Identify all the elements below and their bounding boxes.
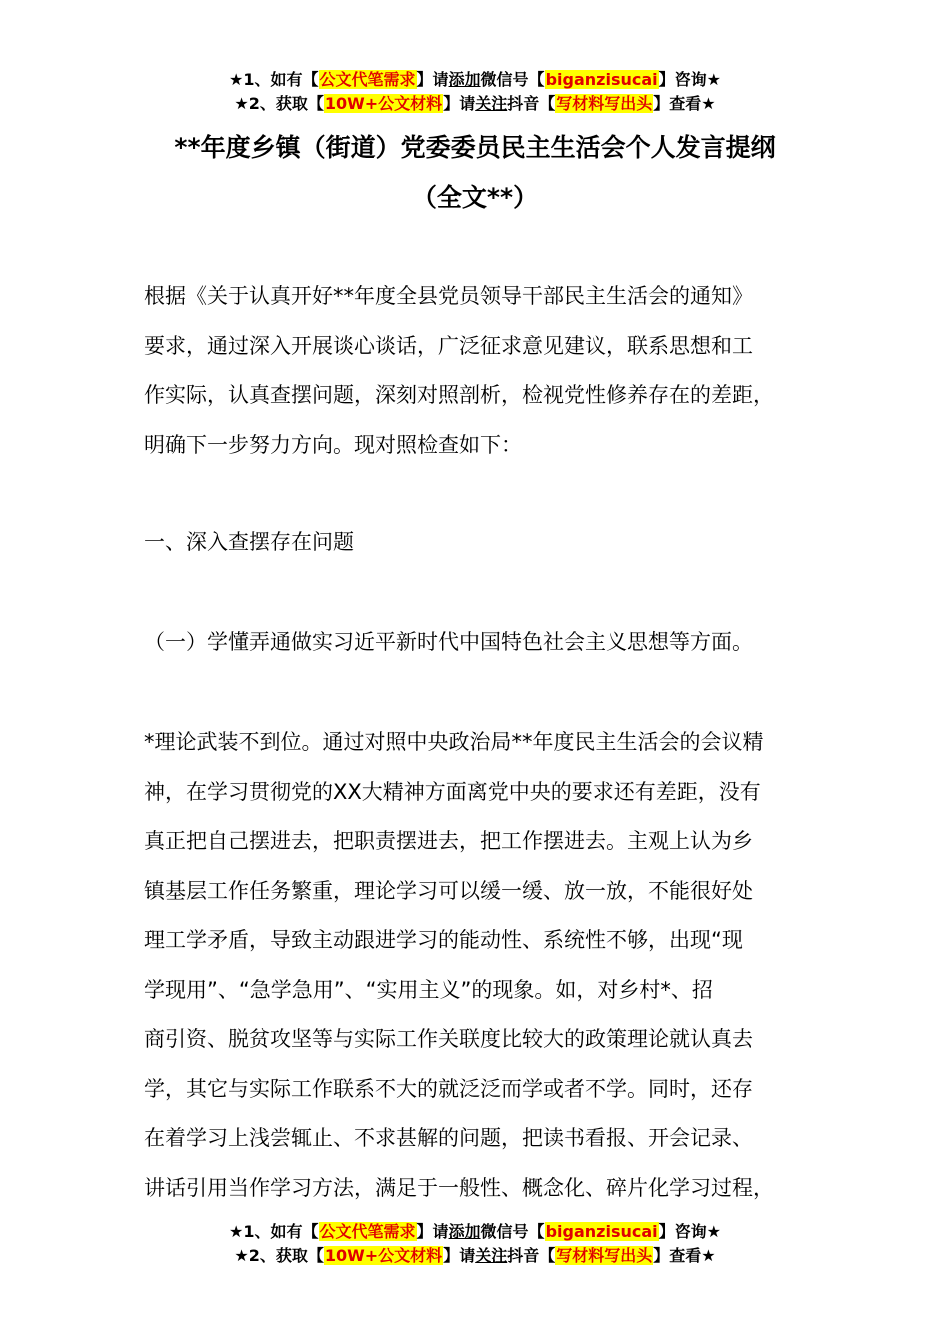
promo-underline: 添加: [448, 70, 481, 89]
text-line: 要求，通过深入开展谈心谈话，广泛征求意见建议，联系思想和工: [144, 333, 753, 358]
promo-underline: 添加: [448, 1222, 481, 1241]
promo-underline: 关注: [475, 94, 508, 113]
document-title: **年度乡镇（街道）党委委员民主生活会个人发言提纲: [174, 133, 776, 162]
promo-highlight: 10W+公文材料: [324, 1246, 443, 1265]
document-title-continued: （全文**）: [411, 183, 539, 212]
promo-highlight: biganzisucai: [545, 70, 658, 89]
section-heading: [144, 518, 834, 568]
promo-text: ★1、如有【: [229, 70, 319, 89]
text-line: 在着学习上浅尝辄止、不求甚解的问题，把读书看报、开会记录、: [144, 1126, 753, 1150]
text-line: 根据《关于认真开好**年度全县党员领导干部民主生活会的通知》: [144, 284, 753, 308]
promo-text: 微信号【: [480, 1222, 545, 1241]
promo-highlight: biganzisucai: [545, 1222, 658, 1241]
promo-highlight: 公文代笔需求: [319, 1222, 416, 1241]
body-paragraph: [144, 718, 834, 1213]
text-line: 讲话引用当作学习方法，满足于一般性、概念化、碎片化学习过程，: [144, 1175, 774, 1200]
promo-text: ★2、获取【: [234, 1246, 324, 1265]
promo-highlight: 10W+公文材料: [324, 94, 443, 113]
text-line: 作实际，认真查摆问题，深刻对照剖析，检视党性修养存在的差距，: [144, 383, 774, 407]
promo-text: 抖音【: [507, 1246, 556, 1265]
subsection-heading: [144, 618, 834, 668]
promo-text: ★1、如有【: [229, 1222, 319, 1241]
text-line: 明确下一步努力方向。现对照检查如下：: [144, 432, 522, 457]
promo-text: 】请: [416, 1222, 449, 1241]
text-line: 真正把自己摆进去，把职责摆进去，把工作摆进去。主观上认为乡: [144, 829, 753, 853]
promo-text: 】查看★: [653, 94, 716, 113]
promo-line-1: [0, 68, 950, 92]
promo-line-2: [0, 1244, 950, 1268]
text-line: 学现用”、“急学急用”、“实用主义”的现象。如，对乡村*、招: [144, 977, 713, 1002]
promo-banner-bottom: [0, 1220, 950, 1268]
promo-underline: 关注: [475, 1246, 508, 1265]
promo-text: ★2、获取【: [234, 94, 324, 113]
promo-banner-top: [0, 68, 950, 116]
section-heading-text: 一、深入查摆存在问题: [144, 530, 354, 554]
promo-text: 】请: [443, 94, 476, 113]
promo-text: 】请: [416, 70, 449, 89]
promo-line-1: [0, 1220, 950, 1244]
promo-text: 】请: [443, 1246, 476, 1265]
promo-text: 】咨询★: [658, 70, 721, 89]
intro-paragraph: [144, 272, 834, 470]
promo-text: 微信号【: [480, 70, 545, 89]
text-line: 理工学矛盾，导致主动跟进学习的能动性、系统性不够，出现“现: [144, 928, 743, 952]
promo-text: 抖音【: [507, 94, 556, 113]
promo-text: 】咨询★: [658, 1222, 721, 1241]
text-line: 商引资、脱贫攻坚等与实际工作关联度比较大的政策理论就认真去: [144, 1027, 753, 1051]
subsection-heading-text: （一）学懂弄通做实习近平新时代中国特色社会主义思想等方面。: [144, 630, 753, 654]
promo-text: 】查看★: [653, 1246, 716, 1265]
text-line: 学，其它与实际工作联系不大的就泛泛而学或者不学。同时，还存: [144, 1076, 753, 1101]
promo-line-2: [0, 92, 950, 116]
promo-highlight: 写材料写出头: [556, 1246, 653, 1265]
text-line: 神，在学习贯彻党的XX大精神方面离党中央的要求还有差距，没有: [144, 779, 761, 804]
text-line: 镇基层工作任务繁重，理论学习可以缓一缓、放一放，不能很好处: [144, 878, 753, 903]
promo-highlight: 公文代笔需求: [319, 70, 416, 89]
promo-highlight: 写材料写出头: [556, 94, 653, 113]
text-line: *理论武装不到位。通过对照中央政治局**年度民主生活会的会议精: [144, 730, 764, 754]
